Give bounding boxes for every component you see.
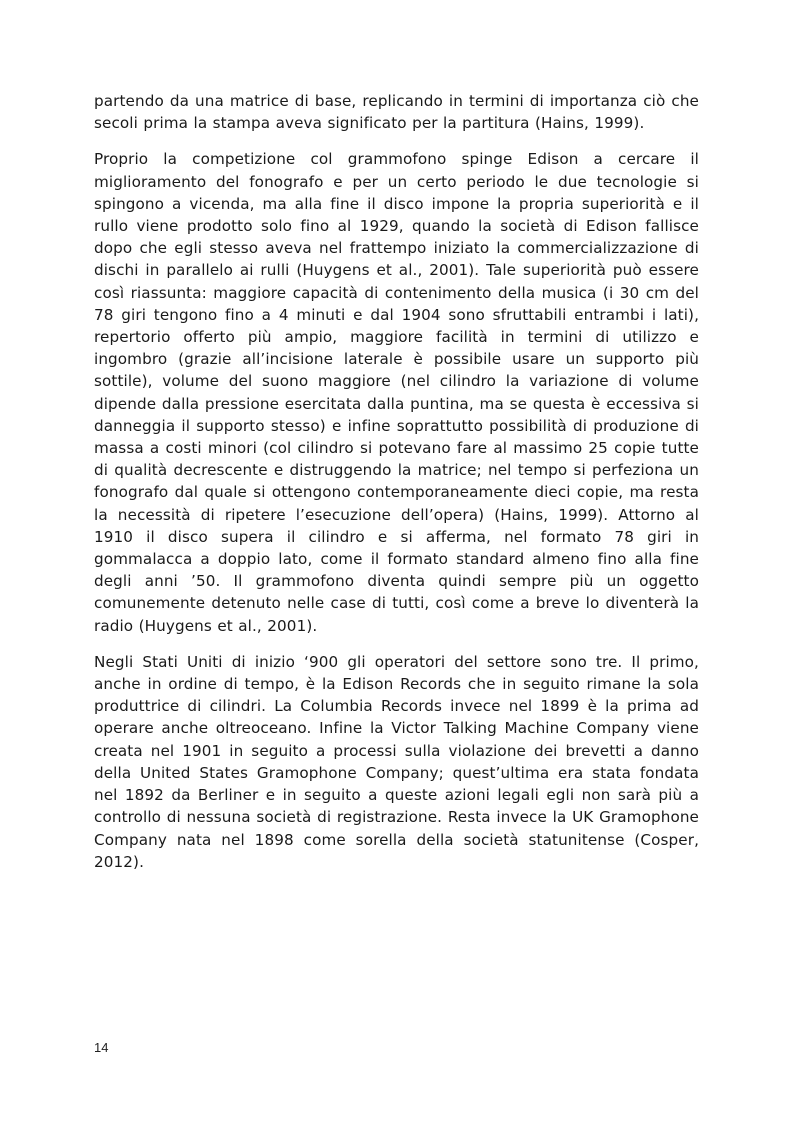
paragraph-2: Proprio la competizione col grammofono spinge Edison a cercare il miglioramento del fonografo e per un certo periodo le due tecnologie si spingono a vicenda, ma alla fine il disco impone la propria superiorità e il rullo viene prodotto solo fino al 1929, quando la società di Edison fallisce dopo che egli stesso aveva nel frattempo iniziato la commercializzazione di dischi in parallelo ai rulli (Huygens et al., 2001). Tale superiorità può essere così riassunta: maggiore capacità di contenimento della musica (i 30 cm del 78 giri tengono fino a 4 minuti e dal 1904 sono sfruttabili entrambi i lati), repertorio offerto più ampio, maggiore facilità in termini di utilizzo e ingombro (grazie all’incisione laterale è possibile usare un supporto più sottile), volume del suono maggiore (nel cilindro la variazione di volume dipende dalla pressione esercitata dalla puntina, ma se questa è eccessiva si danneggia il supporto stesso) e infine soprattutto possibilità di produzione di massa a costi minori (col cilindro si potevano fare al massimo 25 copie tutte di qualità decrescente e distruggendo la matrice; nel tempo si perfeziona un fonografo dal quale si ottengono contemporaneamente dieci copie, ma resta la necessità di ripetere l’esecuzione dell’opera) (Hains, 1999). Attorno al 1910 il disco supera il cilindro e si afferma, nel formato 78 giri in gommalacca a doppio lato, come il formato standard almeno fino alla fine degli anni ’50. Il grammofono diventa quindi sempre più un oggetto comunemente detenuto nelle case di tutti, così come a breve lo diventerà la radio (Huygens et al., 2001). <box>94 150 699 635</box>
page-number: 14 <box>94 1040 109 1055</box>
paragraph-3: Negli Stati Uniti di inizio ‘900 gli operatori del settore sono tre. Il primo, anche in ordine di tempo, è la Edison Records che in seguito rimane la sola produttrice di cilindri. La Columbia Records invece nel 1899 è la prima ad operare anche oltreoceano. Infine la Victor Talking Machine Company viene creata nel 1901 in seguito a processi sulla violazione dei brevetti a danno della United States Gramophone Company; quest’ultima era stata fondata nel 1892 da Berliner e in seguito a queste azioni legali egli non sarà più a controllo di nessuna società di registrazione. Resta invece la UK Gramophone Company nata nel 1898 come sorella della società statunitense (Cosper, 2012). <box>94 652 699 871</box>
paragraph-1: partendo da una matrice di base, replicando in termini di importanza ciò che secoli prima la stampa aveva significato per la partitura (Hains, 1999). <box>94 92 699 133</box>
body-text <box>94 90 699 887</box>
